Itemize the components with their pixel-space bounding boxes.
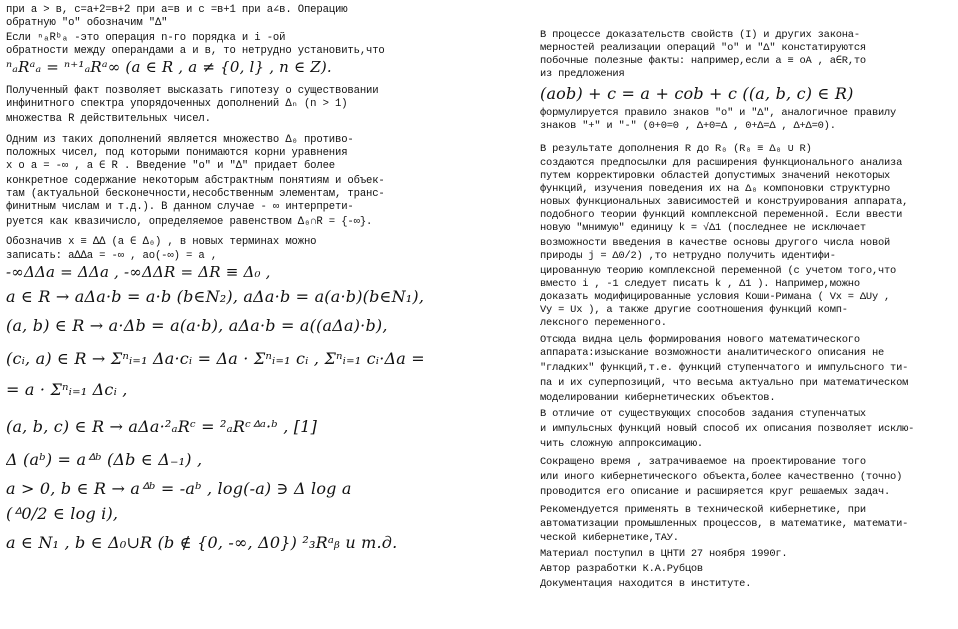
- right-column-line: аппарата:изыскание возможности аналитического описания не: [540, 347, 885, 359]
- left-column-line: = a · Σⁿᵢ₌₁ Δcᵢ ,: [6, 380, 128, 399]
- right-column-line: лексного переменного.: [540, 317, 667, 329]
- right-column-line: природы j = Δ0/2) ,то нетрудно получить идентифи-: [540, 250, 836, 262]
- right-column-line: Документация находится в институте.: [540, 578, 752, 590]
- right-column-line: ческой кибернетике,ТАУ.: [540, 532, 679, 544]
- left-column-line: Δ (aᵇ) = aᐞᵇ (Δb ∈ Δ₋₁) ,: [6, 450, 203, 469]
- right-column-line: (aob) + c = a + cob + c ((a, b, c) ∈ R): [540, 84, 854, 103]
- right-column-line: В процессе доказательств свойств (I) и других закона-: [540, 29, 860, 41]
- left-column-line: Обозначив x ≡ ΔΔ (a ∈ Δ₀) , в новых терминах можно: [6, 236, 317, 248]
- left-column: [6, 0, 476, 552]
- left-column-line: (a, b) ∈ R → a·Δb = a(a·b), aΔa·b = a((aΔa)·b),: [6, 316, 388, 335]
- left-column-line: конкретное содержание некоторым абстрактным понятиям и объек-: [6, 175, 385, 187]
- right-column-line: Отсюда видна цель формирования нового математического: [540, 334, 860, 346]
- left-column-line: (ᐞ0/2 ∈ log i),: [6, 504, 119, 523]
- left-column-line: a ∈ N₁ , b ∈ Δ₀∪R (b ∉ {0, -∞, Δ0}) ²₃Rᵃᵦ и т.д.: [6, 533, 398, 552]
- right-column-line: Vy = Ux ), а также другие соотношения функций комп-: [540, 304, 848, 316]
- right-column-line: новую "мнимую" единицу k = √Δ1 (последнее не исключает: [540, 222, 866, 234]
- left-column-line: a ∈ R → aΔa·b = a·b (b∈N₂), aΔa·b = a(a·b)(b∈N₁),: [6, 287, 425, 306]
- left-column-line: инфинитного спектра упорядоченных дополнений Δₙ (n > 1): [6, 98, 348, 110]
- right-column-line: Материал поступил в ЦНТИ 27 ноября 1990г.: [540, 548, 788, 560]
- right-column-line: создаются предпосылки для расширения функционального анализа: [540, 157, 903, 169]
- right-column-line: автоматизации промышленных процессов, в математике, математи-: [540, 518, 909, 530]
- left-column-line: записать: aΔΔa = -∞ , ao(-∞) = a ,: [6, 250, 218, 262]
- left-column-line: обратности между операндами а и в, то нетрудно установить,что: [6, 45, 385, 57]
- left-column-line: Полученный факт позволяет высказать гипотезу о существовании: [6, 85, 379, 97]
- left-column-line: x o a = -∞ , a ∈ R . Введение "o" и "Δ" придает более: [6, 160, 336, 172]
- right-column-line: функций, изучения поведения их на Δ₀ компоновки структурно: [540, 183, 891, 195]
- left-column-line: a > 0, b ∈ R → aᐞᵇ = -aᵇ , log(-a) ∋ Δ log a: [6, 479, 352, 498]
- right-column-line: подобного теории функций комплексной переменной. Если ввести: [540, 209, 903, 221]
- right-column-line: В отличие от существующих способов задания ступенчатых: [540, 408, 866, 420]
- right-column-line: проводится его описание и расширяется круг решаемых задач.: [540, 486, 891, 498]
- right-column-line: доказать модифицированные условия Коши-Римана ( Vx = ΔUy ,: [540, 291, 891, 303]
- left-column-line: (a, b, c) ∈ R → aΔa·²ₐRᶜ = ²ₐRᶜᐞᵃ·ᵇ , [1]: [6, 417, 318, 436]
- right-column-line: путем корректировки областей допустимых значений некоторых: [540, 170, 891, 182]
- right-column-line: В результате дополнения R до R₀ (R₀ ≡ Δ₀ ∪ R): [540, 143, 812, 155]
- right-column-line: возможности введения в качестве основы другого числа новой: [540, 237, 891, 249]
- left-column-line: Если ⁿₐRᵇₐ -это операция n-го порядка и i -ой: [6, 32, 286, 44]
- right-column: [540, 0, 952, 591]
- left-column-line: множества R действительных чисел.: [6, 113, 211, 125]
- right-column-line: чить сложную аппроксимацию.: [540, 438, 703, 450]
- right-column-line: па и их суперпозиций, что весьма актуально при математическом: [540, 377, 909, 389]
- right-column-line: моделировании кибернетических объектов.: [540, 392, 776, 404]
- right-column-line: и импульсных функций новый способ их описания позволяет исклю-: [540, 423, 915, 435]
- left-column-line: финитным числам и т.д.). В данном случае - ∞ интерпрети-: [6, 201, 354, 213]
- left-column-line: обратную "o" обозначим "Δ": [6, 17, 168, 29]
- right-column-line: из предложения: [540, 68, 625, 80]
- left-column-line: там (актуальной бесконечности,несобственным элементам, транс-: [6, 188, 385, 200]
- left-column-line: при a > в, c=a+2=в+2 при a=в и c =в+1 при a∠в. Операцию: [6, 4, 348, 16]
- right-column-line: "гладких" функций,т.е. функций ступенчатого и импульсного ти-: [540, 362, 909, 374]
- right-column-line: или иного кибернетического объекта,более качественно (точно): [540, 471, 903, 483]
- left-column-line: -∞ΔΔa = ΔΔa , -∞ΔΔR = ΔR ≡ Δ₀ ,: [6, 263, 271, 281]
- right-column-line: новых функциональных зависимостей и конструирования аппарата,: [540, 196, 909, 208]
- right-column-line: Сокращено время , затрачиваемое на проектирование того: [540, 456, 866, 468]
- left-column-line: ⁿₐRᵃₐ = ⁿ⁺¹ₐRᵃ∞ (a ∈ R , a ≠ {0, l} , n ∈ Z).: [6, 58, 332, 76]
- right-column-line: мерностей реализации операций "o" и "Δ" констатируются: [540, 42, 866, 54]
- left-column-line: Одним из таких дополнений является множество Δ₀ противо-: [6, 134, 354, 146]
- right-column-line: цированную теорию комплексной переменной (с учетом того,что: [540, 265, 897, 277]
- left-column-line: положных чисел, под которыми понимаются корни уравнения: [6, 147, 348, 159]
- right-column-line: знаков "+" и "-" (0+0=0 , Δ+0=Δ , 0+Δ=Δ , Δ+Δ=0).: [540, 120, 836, 132]
- right-column-line: Рекомендуется применять в технической кибернетике, при: [540, 504, 866, 516]
- right-column-line: формулируется правило знаков "o" и "Δ", аналогичное правилу: [540, 107, 897, 119]
- right-column-line: Автор разработки К.А.Рубцов: [540, 563, 703, 575]
- left-column-line: (cᵢ, a) ∈ R → Σⁿᵢ₌₁ Δa·cᵢ = Δa · Σⁿᵢ₌₁ cᵢ , Σⁿᵢ₌₁ cᵢ·Δa =: [6, 349, 425, 368]
- right-column-line: вместо i , -1 следует писать k , Δ1 ). Например,можно: [540, 278, 860, 290]
- left-column-line: руется как квазичисло, определяемое равенством Δ₀∩R = {-∞}.: [6, 216, 373, 228]
- right-column-line: побочные полезные факты: например,если a ≡ oA , a∈R,то: [540, 55, 866, 67]
